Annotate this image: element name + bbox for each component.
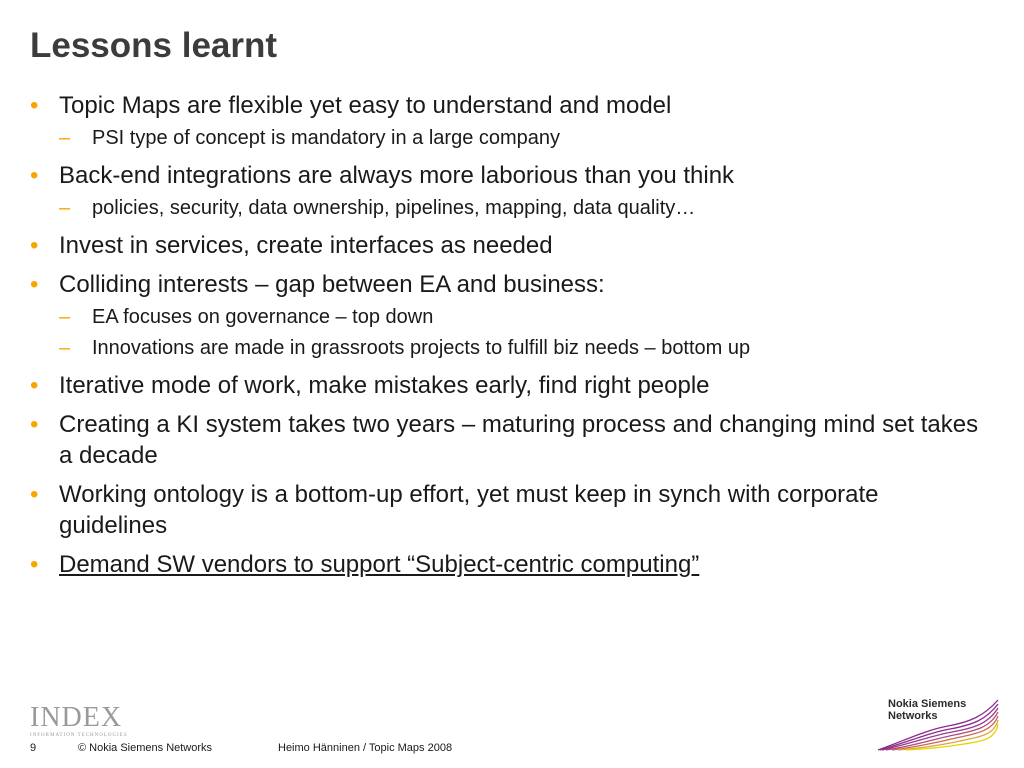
bullet-text: Working ontology is a bottom-up effort, yet must keep in synch with corporate guidelines (59, 481, 879, 539)
bullet-text: Colliding interests – gap between EA and business: (59, 271, 605, 298)
slide-title: Lessons learnt (30, 26, 278, 65)
bullet-item-6 (30, 409, 990, 471)
bullet-item-2 (30, 160, 990, 191)
bullet-item-7 (30, 479, 990, 541)
sub-text: EA focuses on governance – top down (92, 306, 434, 328)
sub-item-2-1 (30, 195, 990, 222)
bullet-icon: • (30, 372, 39, 399)
sub-text: policies, security, data ownership, pipelines, mapping, data quality… (92, 197, 696, 219)
dash-icon: – (59, 306, 71, 328)
nsn-logo (876, 696, 1000, 752)
nsn-logo-line1: Nokia Siemens (888, 698, 967, 710)
bullet-item-3 (30, 230, 990, 261)
bullet-text: Topic Maps are flexible yet easy to understand and model (59, 92, 672, 119)
bullet-link-text: Demand SW vendors to support “Subject-centric computing” (59, 551, 700, 578)
bullet-text: Iterative mode of work, make mistakes early, find right people (59, 372, 710, 399)
bullet-list (30, 90, 990, 588)
index-logo-subtitle: INFORMATION TECHNOLOGIES (30, 733, 128, 738)
bullet-item-1 (30, 90, 990, 121)
dash-icon: – (59, 197, 71, 219)
bullet-icon: • (30, 481, 39, 508)
sub-text: PSI type of concept is mandatory in a large company (92, 127, 561, 149)
bullet-item-4 (30, 269, 990, 300)
sub-item-4-1 (30, 304, 990, 331)
bullet-text: Creating a KI system takes two years – maturing process and changing mind set takes a decade (59, 411, 979, 469)
bullet-text: Back-end integrations are always more laborious than you think (59, 162, 735, 189)
bullet-icon: • (30, 271, 39, 298)
sub-text: Innovations are made in grassroots projects to fulfill biz needs – bottom up (92, 337, 751, 359)
dash-icon: – (59, 127, 71, 149)
bullet-icon: • (30, 411, 39, 438)
bullet-icon: • (30, 162, 39, 189)
bullet-icon: • (30, 92, 39, 119)
sub-item-4-2 (30, 335, 990, 362)
nsn-logo-line2: Networks (888, 710, 938, 722)
bullet-item-5 (30, 370, 990, 401)
bullet-icon: • (30, 232, 39, 259)
footer-author: Heimo Hänninen / Topic Maps 2008 (278, 742, 453, 754)
bullet-icon: • (30, 551, 39, 578)
index-logo (30, 704, 130, 740)
footer-copyright: © Nokia Siemens Networks (78, 742, 213, 754)
bullet-item-8 (30, 549, 990, 580)
page-number: 9 (30, 742, 37, 754)
bullet-text: Invest in services, create interfaces as needed (59, 232, 553, 259)
sub-item-1-1 (30, 125, 990, 152)
index-logo-word: INDEX (30, 702, 123, 733)
nsn-waves-icon (876, 696, 1000, 752)
dash-icon: – (59, 337, 71, 359)
